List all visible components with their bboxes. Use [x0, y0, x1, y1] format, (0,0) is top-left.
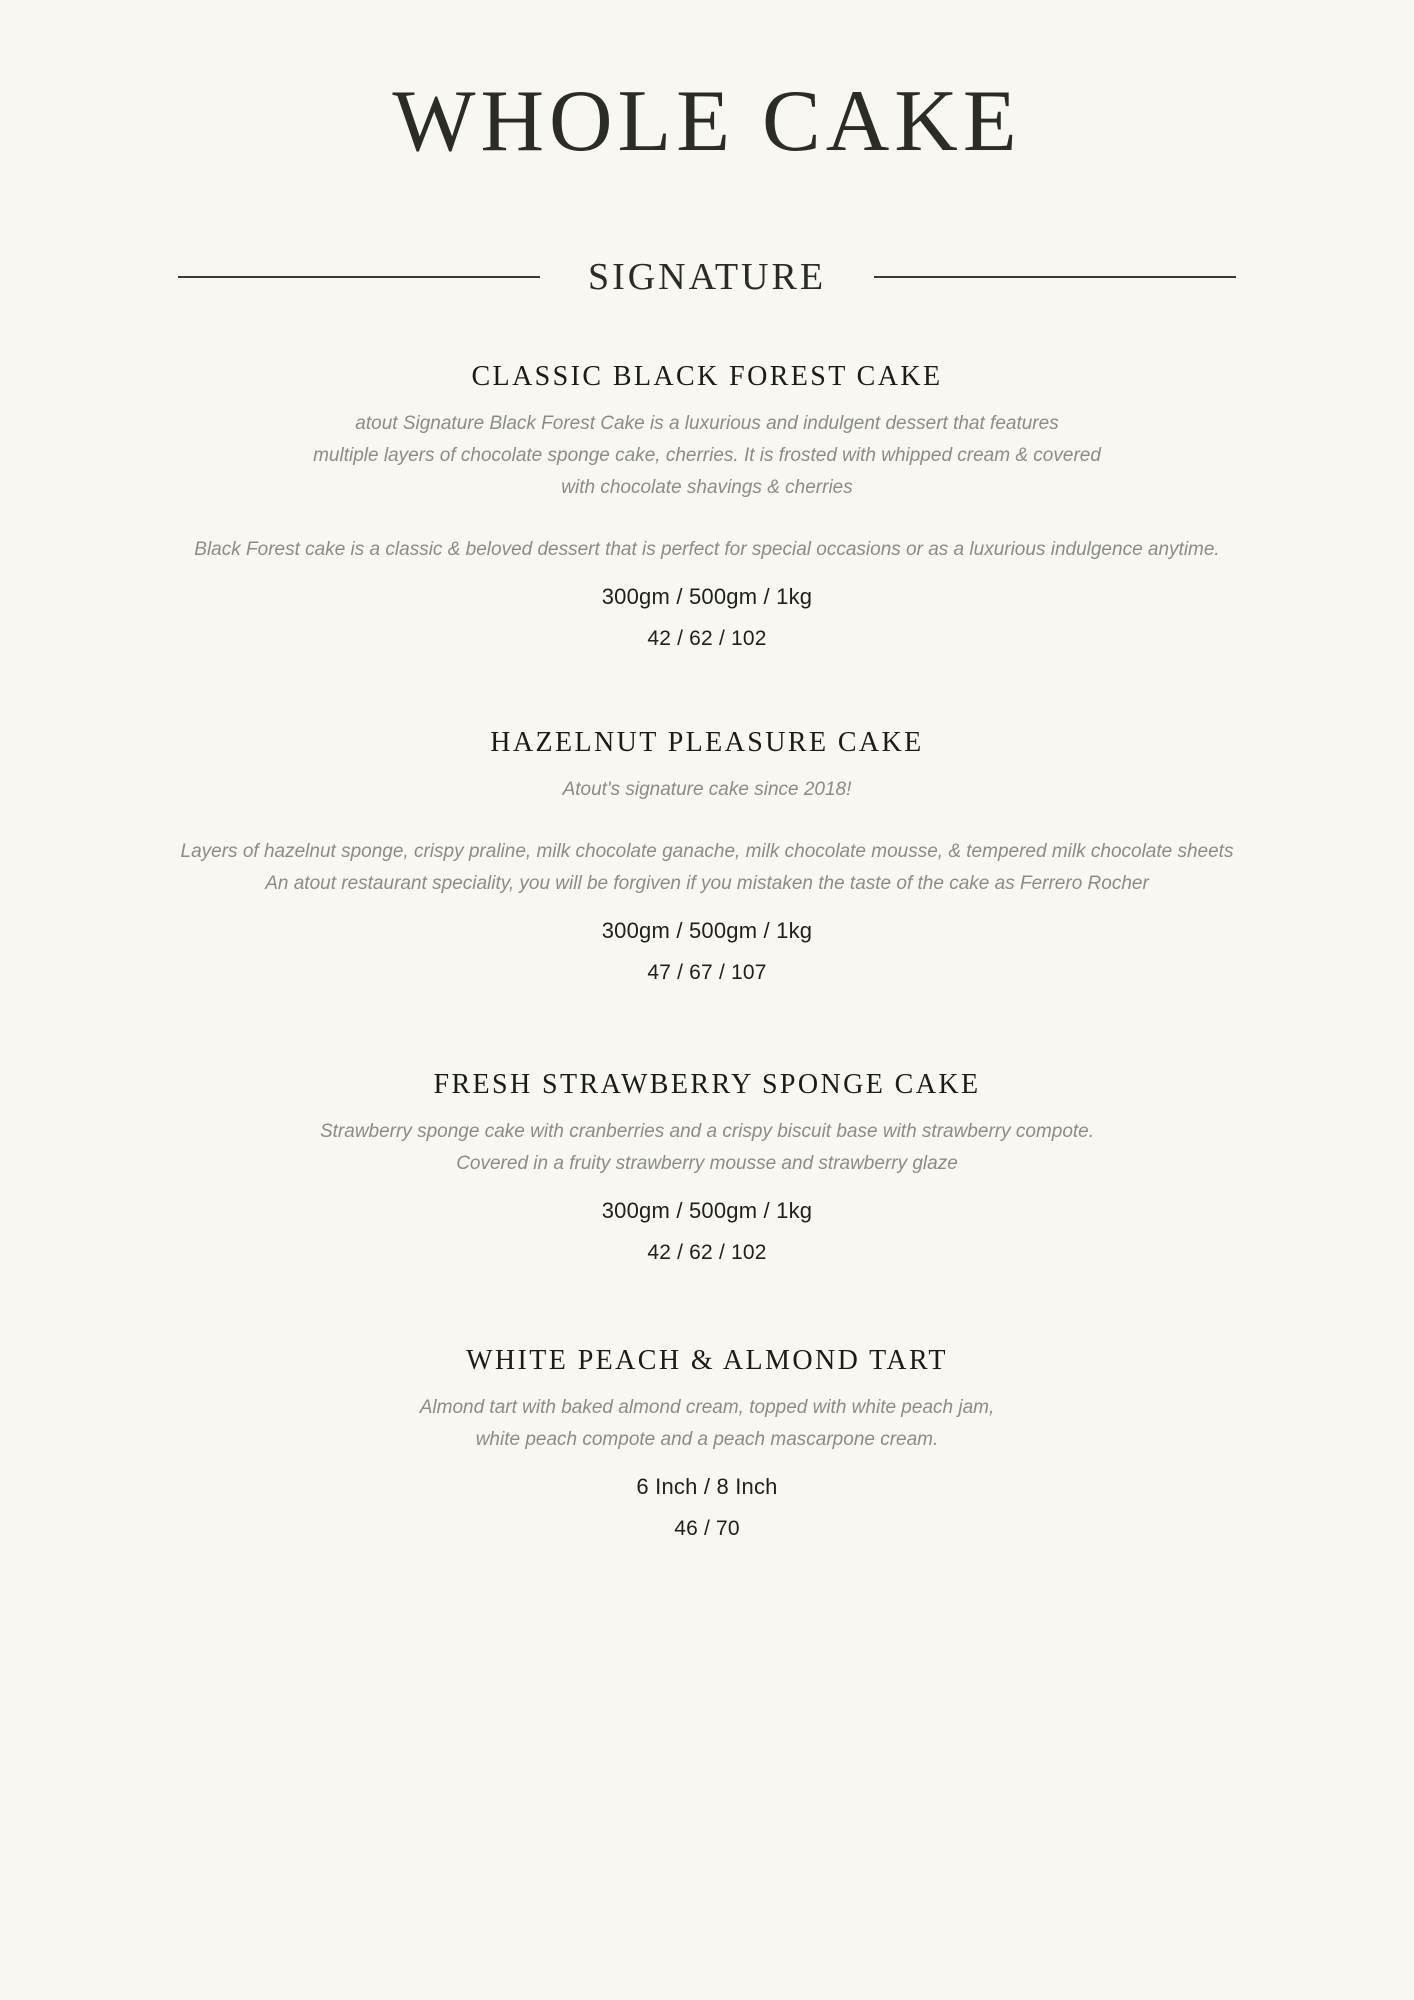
description-line: white peach compote and a peach mascarpone cream. [475, 1428, 939, 1450]
menu-item-prices: 47 / 67 / 107 [647, 960, 767, 984]
menu-item-sizes: 300gm / 500gm / 1kg [601, 917, 813, 943]
menu-item-description [0, 1392, 1414, 1456]
menu-item-prices: 42 / 62 / 102 [647, 626, 767, 650]
page-title: WHOLE CAKE [392, 73, 1022, 170]
description-line: Strawberry sponge cake with cranberries and a crispy biscuit base with strawberry compote. [319, 1120, 1095, 1142]
menu-item-sizes: 6 Inch / 8 Inch [636, 1473, 778, 1499]
description-line: Covered in a fruity strawberry mousse and strawberry glaze [456, 1152, 958, 1174]
description-line: with chocolate shavings & cherries [561, 476, 853, 498]
divider-rule-right [874, 276, 1236, 278]
description-line: atout Signature Black Forest Cake is a luxurious and indulgent dessert that features [355, 412, 1059, 434]
menu-list [0, 360, 1414, 1544]
menu-item-title: FRESH STRAWBERRY SPONGE CAKE [433, 1069, 981, 1101]
menu-item-extra-description [0, 534, 1414, 566]
menu-item [0, 726, 1414, 988]
menu-item-description [0, 1116, 1414, 1180]
description-line: Almond tart with baked almond cream, topped with white peach jam, [419, 1396, 995, 1418]
menu-item-title: HAZELNUT PLEASURE CAKE [490, 727, 924, 759]
section-header-signature [0, 258, 1414, 296]
menu-item-prices: 42 / 62 / 102 [647, 1240, 767, 1264]
menu-item-description [0, 774, 1414, 806]
menu-item-title: WHITE PEACH & ALMOND TART [466, 1345, 948, 1377]
description-line: An atout restaurant speciality, you will be forgiven if you mistaken the taste of the cake as Ferrero Rocher [265, 872, 1149, 894]
menu-item-sizes: 300gm / 500gm / 1kg [601, 583, 813, 609]
menu-item [0, 1344, 1414, 1544]
menu-item-title: CLASSIC BLACK FOREST CAKE [471, 361, 943, 392]
description-line: Layers of hazelnut sponge, crispy praline, milk chocolate ganache, milk chocolate mousse, & tempered milk chocolate sheets [180, 840, 1234, 862]
menu-item [0, 1068, 1414, 1268]
description-line: Black Forest cake is a classic & beloved dessert that is perfect for special occasions or as a luxurious indulgence anytime. [194, 538, 1220, 560]
section-title: SIGNATURE [587, 256, 827, 298]
description-line: multiple layers of chocolate sponge cake, cherries. It is frosted with whipped cream & covered [313, 444, 1101, 466]
menu-item-sizes: 300gm / 500gm / 1kg [601, 1197, 813, 1223]
description-line: Atout's signature cake since 2018! [562, 778, 852, 800]
menu-item [0, 360, 1414, 654]
menu-item-prices: 46 / 70 [674, 1516, 740, 1540]
divider-rule-left [178, 276, 540, 278]
menu-item-extra-description [0, 836, 1414, 900]
masthead [0, 0, 1414, 170]
menu-item-description [0, 408, 1414, 504]
